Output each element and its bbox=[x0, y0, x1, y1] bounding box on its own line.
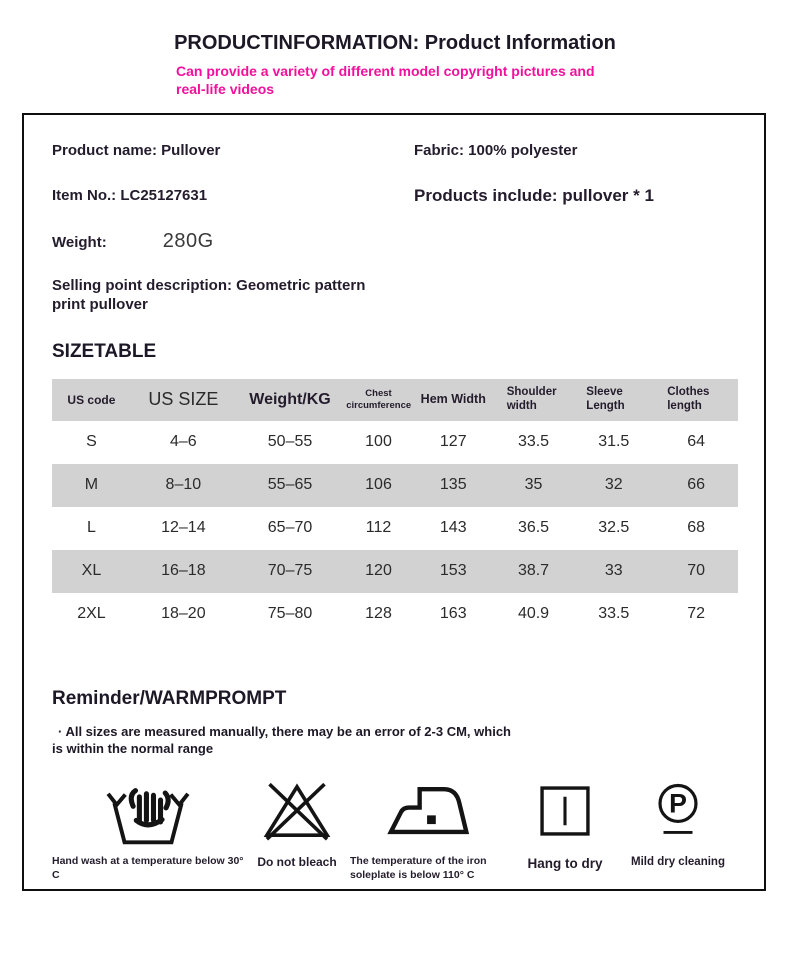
weight-row bbox=[52, 229, 414, 276]
table-cell: 127 bbox=[439, 433, 467, 451]
table-cell: 64 bbox=[687, 433, 706, 451]
table-cell: 31.5 bbox=[598, 433, 630, 451]
table-cell: 32 bbox=[604, 476, 623, 494]
care-label: The temperature of the iron soleplate is below 110° C bbox=[350, 855, 487, 881]
table-cell: XL bbox=[81, 562, 102, 580]
page-title: PRODUCTINFORMATION: Product Information bbox=[174, 32, 616, 54]
col-hem-width: Hem Width bbox=[420, 392, 486, 407]
care-item-hang-to-dry bbox=[515, 775, 615, 873]
weight-label: Weight: bbox=[52, 233, 107, 251]
table-cell: 32.5 bbox=[598, 519, 630, 537]
iron-low-temperature-icon bbox=[383, 776, 479, 846]
selling-point: Selling point description: Geometric pattern print pullover bbox=[52, 276, 366, 313]
table-cell: 33.5 bbox=[517, 433, 550, 451]
spacer bbox=[414, 232, 738, 276]
table-cell: 120 bbox=[365, 562, 392, 580]
table-cell: 163 bbox=[439, 605, 467, 623]
care-label: Hand wash at a temperature below 30° C bbox=[52, 855, 244, 881]
table-cell: 65–70 bbox=[267, 519, 313, 537]
mild-dry-cleaning-icon bbox=[649, 779, 707, 843]
table-cell: 135 bbox=[439, 476, 467, 494]
care-label: Mild dry cleaning bbox=[631, 856, 725, 869]
col-sleeve-length: Sleeve Length bbox=[586, 386, 625, 412]
col-us-size: US SIZE bbox=[148, 389, 219, 410]
table-cell: 33 bbox=[604, 562, 623, 580]
weight-value: 280G bbox=[162, 229, 214, 252]
table-cell: 16–18 bbox=[161, 562, 206, 580]
table-cell: 128 bbox=[365, 605, 392, 623]
size-table-body bbox=[52, 421, 738, 636]
icon-box bbox=[649, 775, 707, 847]
table-cell: 75–80 bbox=[267, 605, 313, 623]
reminder-note: · All sizes are measured manually, there may be an error of 2-3 CM, which is within the normal range bbox=[52, 723, 511, 756]
table-cell: 38.7 bbox=[517, 562, 550, 580]
care-label: Hang to dry bbox=[527, 856, 603, 872]
col-chest-circumference: Chest circumference bbox=[346, 388, 412, 411]
table-cell: 106 bbox=[365, 476, 392, 494]
care-item-mild-dry-cleaning bbox=[618, 775, 738, 870]
table-cell: 18–20 bbox=[161, 605, 206, 623]
table-cell: 153 bbox=[439, 562, 467, 580]
col-weight-kg: Weight/KG bbox=[249, 391, 331, 409]
care-instructions bbox=[52, 775, 738, 882]
table-cell: 2XL bbox=[77, 605, 106, 623]
table-cell: 70–75 bbox=[267, 562, 313, 580]
table-cell: 72 bbox=[687, 605, 706, 623]
table-row bbox=[52, 550, 738, 593]
table-cell: 70 bbox=[687, 562, 706, 580]
table-row bbox=[52, 421, 738, 464]
products-include: Products include: pullover * 1 bbox=[414, 185, 654, 205]
table-cell: 112 bbox=[365, 519, 392, 537]
product-details bbox=[52, 141, 738, 314]
table-cell: 66 bbox=[687, 476, 706, 494]
table-cell: 8–10 bbox=[165, 476, 202, 494]
hang-to-dry-icon bbox=[534, 780, 596, 842]
product-name: Product name: Pullover bbox=[52, 141, 221, 159]
icon-box bbox=[383, 775, 479, 847]
table-cell: S bbox=[86, 433, 97, 451]
table-cell: 35 bbox=[524, 476, 543, 494]
table-row bbox=[52, 464, 738, 507]
table-cell: 55–65 bbox=[267, 476, 313, 494]
size-table bbox=[52, 379, 738, 636]
table-cell: L bbox=[86, 519, 96, 537]
table-cell: 50–55 bbox=[267, 433, 313, 451]
table-cell: 33.5 bbox=[598, 605, 630, 623]
table-cell: 4–6 bbox=[170, 433, 197, 451]
table-header-row bbox=[52, 379, 738, 421]
table-cell: M bbox=[84, 476, 99, 494]
table-cell: 12–14 bbox=[161, 519, 206, 537]
reminder-title: Reminder/WARMPROMPT bbox=[52, 687, 287, 709]
item-no: Item No.: LC25127631 bbox=[52, 186, 208, 204]
spacer bbox=[414, 276, 738, 314]
care-item-iron-low bbox=[350, 775, 512, 882]
svg-text:P: P bbox=[669, 788, 687, 819]
do-not-bleach-icon bbox=[261, 778, 333, 844]
table-cell: 36.5 bbox=[517, 519, 550, 537]
table-cell: 40.9 bbox=[517, 605, 550, 623]
care-label: Do not bleach bbox=[257, 855, 337, 870]
col-us-code: US code bbox=[67, 392, 116, 407]
table-row bbox=[52, 593, 738, 636]
page-subtitle: Can provide a variety of different model copyright pictures and real-life videos bbox=[176, 63, 595, 97]
care-item-do-not-bleach bbox=[247, 775, 347, 871]
table-cell: 68 bbox=[687, 519, 706, 537]
care-item-hand-wash bbox=[52, 775, 244, 882]
fabric: Fabric: 100% polyester bbox=[414, 141, 578, 159]
table-row bbox=[52, 507, 738, 550]
icon-box bbox=[534, 775, 596, 847]
table-cell: 100 bbox=[365, 433, 392, 451]
col-clothes-length: Clothes length bbox=[667, 386, 710, 412]
size-table-title: SIZETABLE bbox=[52, 340, 157, 362]
table-cell: 143 bbox=[439, 519, 467, 537]
product-info-panel bbox=[22, 113, 766, 891]
icon-box bbox=[98, 775, 198, 847]
col-shoulder-width: Shoulder width bbox=[506, 386, 557, 412]
hand-wash-icon bbox=[98, 775, 198, 847]
icon-box bbox=[261, 775, 333, 847]
